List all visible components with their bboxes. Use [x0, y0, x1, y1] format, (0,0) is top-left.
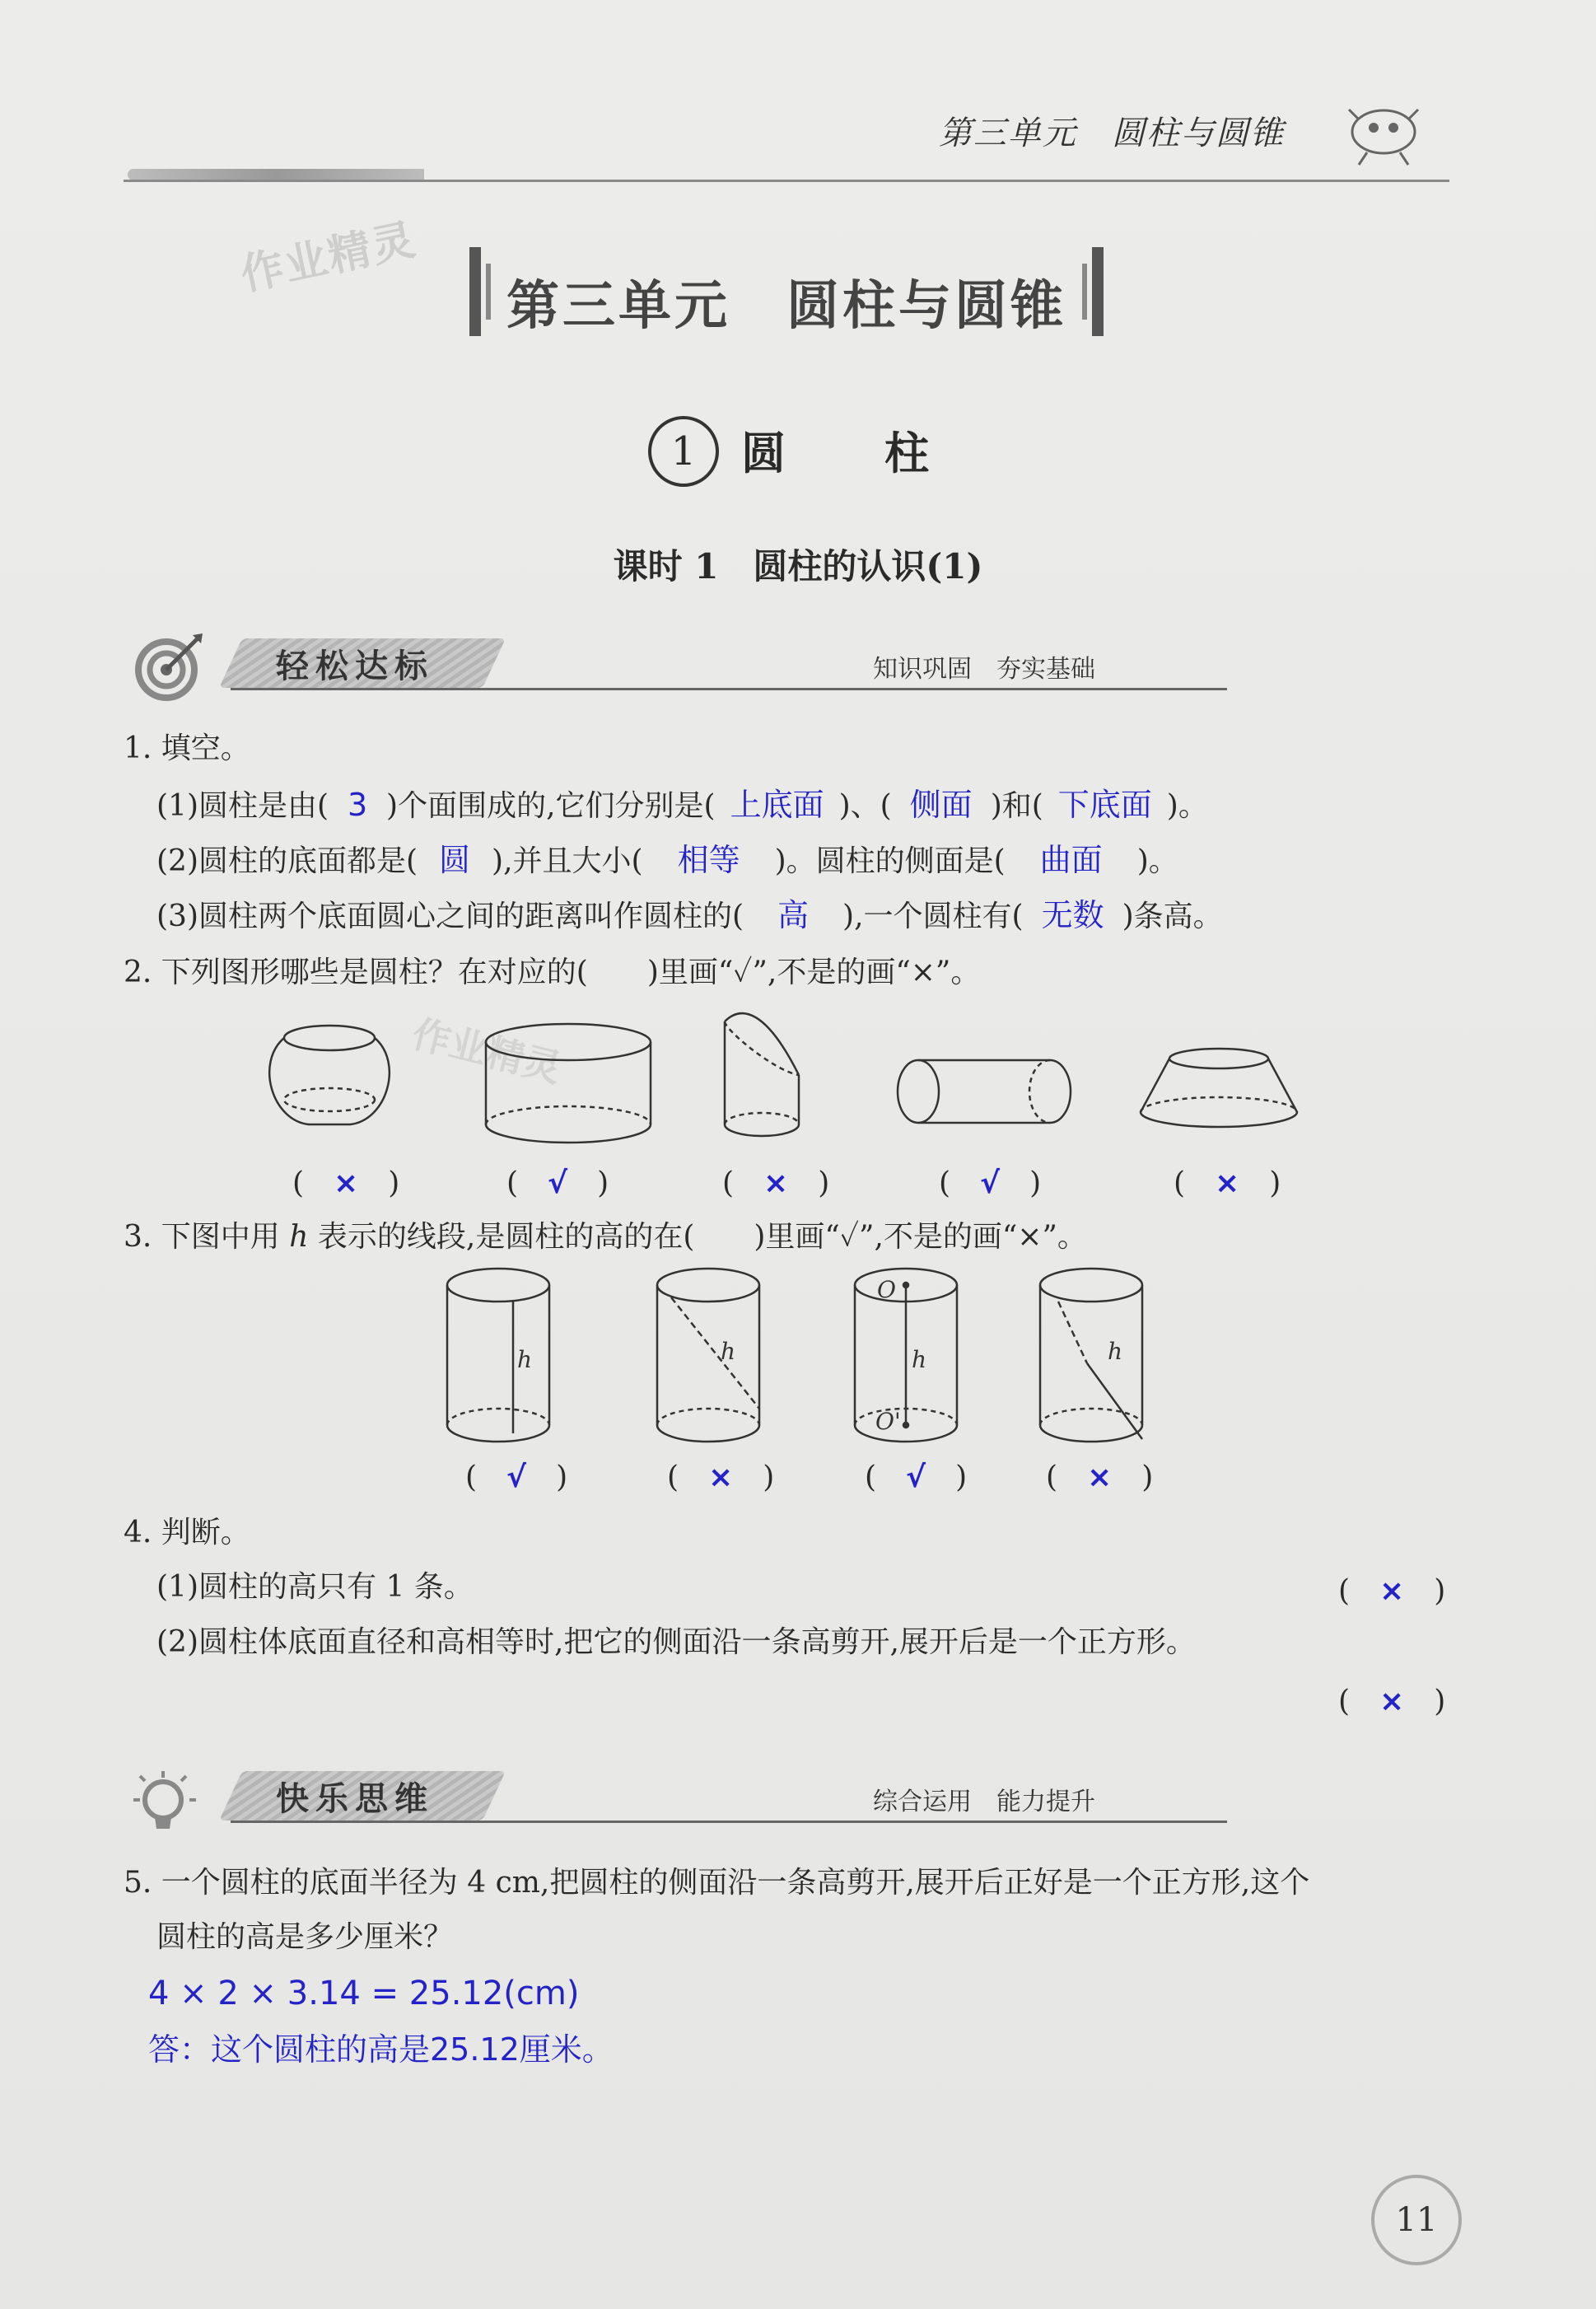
answer: 高: [777, 897, 810, 933]
q3-answer-1: ( √ ): [465, 1461, 568, 1494]
target-icon: [132, 630, 206, 704]
watermark: 作业精灵: [236, 215, 422, 301]
svg-text:h: h: [721, 1338, 736, 1365]
svg-text:O': O': [875, 1408, 901, 1435]
section-title: 圆柱: [741, 427, 1028, 479]
question-5-work: 4 × 2 × 3.14 = 25.12(cm): [148, 1975, 580, 2012]
section-band-advanced: [132, 1763, 1095, 1821]
answer: 无数: [1041, 897, 1104, 933]
figure-barrel: [269, 1026, 390, 1124]
question-3-figures: [445, 1264, 1169, 1446]
running-header: 第三单元 圆柱与圆锥: [939, 115, 1285, 152]
question-5-answer: 答：这个圆柱的高是25.12厘米。: [148, 2031, 614, 2068]
figure-horizontal-cylinder: [898, 1060, 1071, 1123]
figure-cylinder-h3: [855, 1269, 957, 1442]
svg-text:h: h: [912, 1346, 927, 1373]
q2-answer-1: ( × ): [292, 1166, 400, 1200]
question-1-line-2: (2)圆柱的底面都是( 圆 ),并且大小( 相等 )。圆柱的侧面是( 曲面 )。: [156, 842, 1178, 878]
header-rule: [124, 180, 1449, 182]
q2-answer-3: ( × ): [722, 1166, 830, 1200]
question-4-stem: 4. 判断。: [124, 1516, 250, 1549]
q3-answer-2: ( × ): [667, 1461, 775, 1494]
q2-answer-4: ( √ ): [939, 1166, 1042, 1200]
answer: 上底面: [730, 787, 824, 823]
page-number: 11: [1371, 2175, 1462, 2265]
question-5-line-1: 5. 一个圆柱的底面半径为 4 cm,把圆柱的侧面沿一条高剪开,展开后正好是一个正方形,这个: [124, 1866, 1310, 1900]
question-3-stem: 3. 下图中用 h 表示的线段,是圆柱的高的在( )里画“✓”,不是的画“×”。: [124, 1220, 1087, 1254]
figure-cylinder-h1: [447, 1269, 549, 1442]
answer: 相等: [677, 842, 740, 878]
band-label: 轻松达标: [276, 647, 434, 685]
q4-answer-1: ( × ): [1338, 1574, 1446, 1608]
q3-answer-4: ( × ): [1046, 1461, 1154, 1494]
answer: 圆: [439, 842, 471, 878]
question-1-stem: 1. 填空。: [124, 731, 250, 765]
question-1-line-1: (1)圆柱是由( 3 )个面围成的,它们分别是( 上底面 )、( 侧面 )和( 下底面 )。: [156, 787, 1208, 823]
q4-answer-2: ( × ): [1338, 1685, 1446, 1718]
figure-cylinder-h4: [1040, 1269, 1142, 1442]
mascot-icon: [1342, 95, 1425, 169]
header-decor-bar: [128, 169, 424, 180]
unit-title-text: 第三单元 圆柱与圆锥: [506, 275, 1066, 337]
section-band-basic: [132, 630, 1095, 688]
unit-title: [469, 247, 1104, 338]
lightbulb-icon: [132, 1763, 206, 1837]
q2-answer-2: ( √ ): [506, 1166, 609, 1200]
q3-answer-3: ( √ ): [865, 1461, 968, 1494]
band-subtitle: 知识巩固 夯实基础: [873, 655, 1095, 684]
answer: 侧面: [909, 787, 973, 823]
svg-text:O: O: [877, 1276, 896, 1303]
figure-cylinder-h2: [657, 1269, 759, 1442]
question-4-item-1: (1)圆柱的高只有 1 条。: [156, 1570, 474, 1604]
band-subtitle: 综合运用 能力提升: [873, 1788, 1095, 1816]
answer: 曲面: [1039, 842, 1103, 878]
band-label: 快乐思维: [276, 1780, 434, 1818]
figure-slant-cylinder: [725, 1013, 799, 1136]
question-5-line-2: 圆柱的高是多少厘米？: [156, 1920, 454, 1954]
answer: 下底面: [1057, 787, 1152, 823]
lesson-title: 课时 1 圆柱的认识(1): [613, 546, 983, 587]
question-1-line-3: (3)圆柱两个底面圆心之间的距离叫作圆柱的( 高 ),一个圆柱有( 无数 )条高。: [156, 897, 1223, 933]
question-2-stem: 2. 下列图形哪些是圆柱？在对应的( )里画“✓”,不是的画“×”。: [124, 956, 981, 989]
svg-text:h: h: [517, 1346, 533, 1373]
section-number: 1: [648, 416, 719, 487]
figure-frustum: [1141, 1049, 1297, 1127]
svg-text:h: h: [1108, 1338, 1123, 1365]
answer: 3: [347, 787, 368, 823]
question-2-figures: [264, 1005, 1301, 1145]
figure-cylinder: [486, 1024, 651, 1143]
question-4-item-2: (2)圆柱体底面直径和高相等时,把它的侧面沿一条高剪开,展开后是一个正方形。: [156, 1625, 1196, 1659]
q2-answer-5: ( × ): [1174, 1166, 1281, 1200]
watermark: 作业精灵: [408, 1011, 567, 1091]
